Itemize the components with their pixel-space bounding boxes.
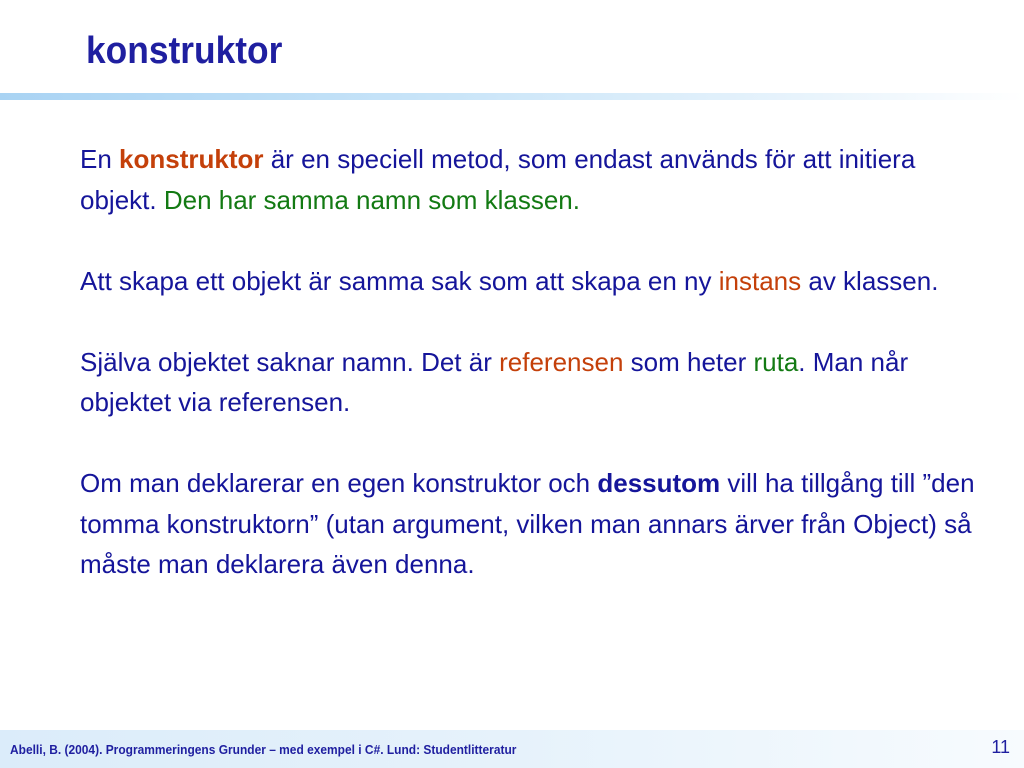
paragraph-constructor-definition: [80, 139, 980, 220]
highlight-dessutom: dessutom: [597, 468, 721, 498]
paragraph-reference: [80, 342, 980, 423]
page-number: 11: [991, 737, 1010, 757]
text-segment: som heter: [623, 346, 754, 377]
highlight-same-name: Den har samma namn som klassen.: [163, 184, 580, 215]
text-segment: . Man når objektet via referensen.: [80, 346, 909, 417]
highlight-konstruktor: konstruktor: [119, 144, 264, 174]
paragraph-instance: [80, 261, 980, 302]
text-segment: vill ha tillgång till ”den tomma konstruktorn” (utan argument, vilken man annars ärver från Object) så måste man deklarera även denna.: [80, 468, 975, 579]
text-segment: Om man deklarerar en egen konstruktor och: [80, 468, 598, 498]
text-segment: är en speciell metod, som endast används för att initiera objekt.: [80, 144, 916, 215]
paragraph-empty-constructor: [80, 463, 980, 585]
footer-citation: Abelli, B. (2004). Programmeringens Grunder – med exempel i C#. Lund: Studentlitteratur: [10, 742, 517, 757]
highlight-referensen: referensen: [499, 346, 624, 377]
highlight-ruta: ruta: [753, 346, 799, 377]
text-segment: av klassen.: [801, 265, 939, 296]
slide-body: [80, 139, 980, 585]
title-underline-bar: [0, 93, 1024, 100]
highlight-instans: instans: [718, 265, 802, 296]
slide-title: konstruktor: [86, 30, 283, 72]
text-segment: Själva objektet saknar namn. Det är: [80, 346, 500, 377]
text-segment: Att skapa ett objekt är samma sak som att skapa en ny: [80, 265, 719, 296]
text-segment: En: [80, 144, 120, 174]
